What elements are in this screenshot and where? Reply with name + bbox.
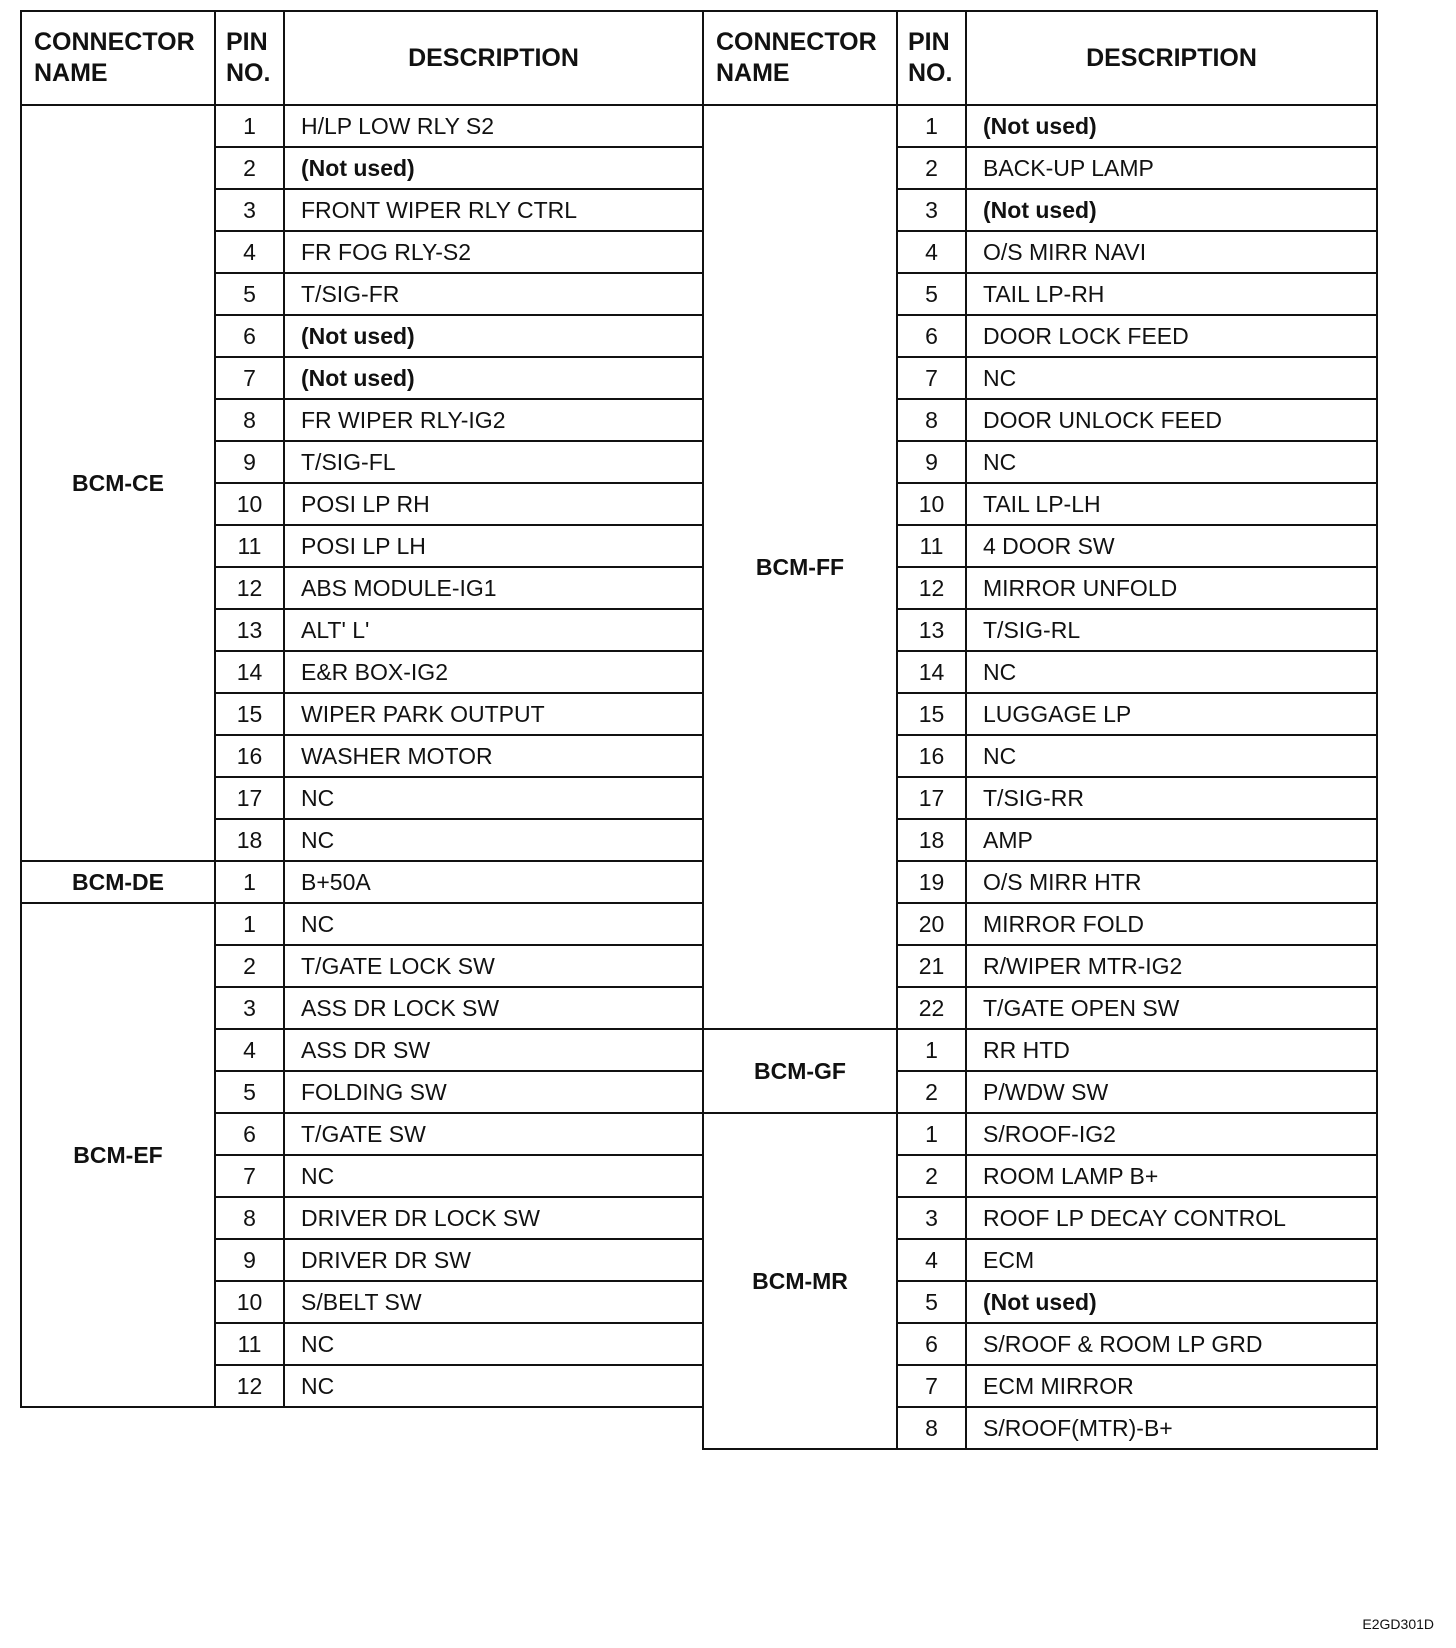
description-cell: (Not used) bbox=[284, 147, 703, 189]
description-cell: T/GATE SW bbox=[284, 1113, 703, 1155]
description-cell: R/WIPER MTR-IG2 bbox=[966, 945, 1377, 987]
description-cell: NC bbox=[284, 903, 703, 945]
pin-number-cell: 2 bbox=[897, 147, 966, 189]
pin-no-header: PIN NO. bbox=[215, 11, 284, 105]
pin-number-cell: 7 bbox=[215, 1155, 284, 1197]
description-cell: (Not used) bbox=[284, 357, 703, 399]
description-cell: DOOR LOCK FEED bbox=[966, 315, 1377, 357]
pin-number-cell: 19 bbox=[897, 861, 966, 903]
connector-name-cell: BCM-FF bbox=[703, 105, 897, 1029]
description-cell: WASHER MOTOR bbox=[284, 735, 703, 777]
table-row bbox=[21, 105, 703, 147]
pin-number-cell: 5 bbox=[215, 273, 284, 315]
description-header: DESCRIPTION bbox=[966, 11, 1377, 105]
pin-number-cell: 3 bbox=[897, 1197, 966, 1239]
pin-number-cell: 9 bbox=[215, 441, 284, 483]
connector-name-cell: BCM-GF bbox=[703, 1029, 897, 1113]
description-cell: NC bbox=[284, 777, 703, 819]
pin-number-cell: 15 bbox=[897, 693, 966, 735]
pin-number-cell: 4 bbox=[897, 1239, 966, 1281]
pin-number-cell: 4 bbox=[215, 231, 284, 273]
pin-number-cell: 6 bbox=[215, 315, 284, 357]
description-cell: AMP bbox=[966, 819, 1377, 861]
pin-number-cell: 8 bbox=[897, 1407, 966, 1449]
pin-number-cell: 3 bbox=[215, 189, 284, 231]
description-cell: ASS DR LOCK SW bbox=[284, 987, 703, 1029]
pin-number-cell: 9 bbox=[215, 1239, 284, 1281]
pin-number-cell: 5 bbox=[897, 273, 966, 315]
pin-number-cell: 17 bbox=[897, 777, 966, 819]
pin-number-cell: 10 bbox=[897, 483, 966, 525]
pin-number-cell: 13 bbox=[215, 609, 284, 651]
connector-name-cell: BCM-CE bbox=[21, 105, 215, 861]
description-cell: DRIVER DR LOCK SW bbox=[284, 1197, 703, 1239]
description-cell: H/LP LOW RLY S2 bbox=[284, 105, 703, 147]
description-cell: (Not used) bbox=[284, 315, 703, 357]
pin-number-cell: 1 bbox=[897, 1029, 966, 1071]
table-row bbox=[703, 105, 1377, 147]
connector-name-cell: BCM-DE bbox=[21, 861, 215, 903]
empty-row bbox=[21, 1407, 703, 1448]
left-header-row bbox=[21, 11, 703, 105]
pin-no-header: PIN NO. bbox=[897, 11, 966, 105]
pin-number-cell: 1 bbox=[215, 861, 284, 903]
pin-number-cell: 13 bbox=[897, 609, 966, 651]
description-cell: POSI LP LH bbox=[284, 525, 703, 567]
empty-cell bbox=[21, 1407, 703, 1448]
description-cell: T/SIG-FR bbox=[284, 273, 703, 315]
pin-number-cell: 16 bbox=[897, 735, 966, 777]
pin-number-cell: 5 bbox=[215, 1071, 284, 1113]
figure-code: E2GD301D bbox=[1362, 1616, 1434, 1632]
pin-number-cell: 4 bbox=[897, 231, 966, 273]
description-cell: S/ROOF-IG2 bbox=[966, 1113, 1377, 1155]
right-pin-table bbox=[702, 10, 1378, 1450]
description-cell: ASS DR SW bbox=[284, 1029, 703, 1071]
pin-number-cell: 14 bbox=[215, 651, 284, 693]
description-cell: WIPER PARK OUTPUT bbox=[284, 693, 703, 735]
pin-number-cell: 11 bbox=[215, 1323, 284, 1365]
right-header-row bbox=[703, 11, 1377, 105]
description-cell: NC bbox=[284, 1323, 703, 1365]
description-cell: DRIVER DR SW bbox=[284, 1239, 703, 1281]
pin-number-cell: 15 bbox=[215, 693, 284, 735]
pin-number-cell: 2 bbox=[215, 147, 284, 189]
pin-number-cell: 1 bbox=[897, 1113, 966, 1155]
pin-number-cell: 4 bbox=[215, 1029, 284, 1071]
pin-number-cell: 6 bbox=[897, 315, 966, 357]
table-row bbox=[703, 1113, 1377, 1155]
description-cell: E&R BOX-IG2 bbox=[284, 651, 703, 693]
description-cell: O/S MIRR NAVI bbox=[966, 231, 1377, 273]
description-cell: S/ROOF(MTR)-B+ bbox=[966, 1407, 1377, 1449]
description-cell: FOLDING SW bbox=[284, 1071, 703, 1113]
description-cell: T/GATE OPEN SW bbox=[966, 987, 1377, 1029]
left-pin-table bbox=[20, 10, 704, 1448]
connector-name-header: CONNECTOR NAME bbox=[703, 11, 897, 105]
pin-number-cell: 1 bbox=[897, 105, 966, 147]
description-cell: T/SIG-RL bbox=[966, 609, 1377, 651]
description-cell: 4 DOOR SW bbox=[966, 525, 1377, 567]
table-row bbox=[703, 1029, 1377, 1071]
description-cell: NC bbox=[284, 819, 703, 861]
description-cell: ROOF LP DECAY CONTROL bbox=[966, 1197, 1377, 1239]
table-row bbox=[21, 903, 703, 945]
description-cell: NC bbox=[966, 735, 1377, 777]
description-cell: POSI LP RH bbox=[284, 483, 703, 525]
pin-number-cell: 8 bbox=[215, 399, 284, 441]
description-cell: (Not used) bbox=[966, 1281, 1377, 1323]
description-cell: FR WIPER RLY-IG2 bbox=[284, 399, 703, 441]
pin-number-cell: 2 bbox=[897, 1155, 966, 1197]
description-cell: T/SIG-FL bbox=[284, 441, 703, 483]
description-cell: DOOR UNLOCK FEED bbox=[966, 399, 1377, 441]
pin-number-cell: 17 bbox=[215, 777, 284, 819]
description-cell: NC bbox=[966, 441, 1377, 483]
description-cell: P/WDW SW bbox=[966, 1071, 1377, 1113]
description-cell: NC bbox=[284, 1365, 703, 1407]
pin-number-cell: 10 bbox=[215, 483, 284, 525]
description-cell: (Not used) bbox=[966, 189, 1377, 231]
description-cell: BACK-UP LAMP bbox=[966, 147, 1377, 189]
connector-name-header: CONNECTOR NAME bbox=[21, 11, 215, 105]
description-cell: ROOM LAMP B+ bbox=[966, 1155, 1377, 1197]
pin-number-cell: 2 bbox=[215, 945, 284, 987]
pin-number-cell: 1 bbox=[215, 105, 284, 147]
pin-number-cell: 6 bbox=[897, 1323, 966, 1365]
description-cell: TAIL LP-RH bbox=[966, 273, 1377, 315]
description-cell: NC bbox=[966, 357, 1377, 399]
description-cell: RR HTD bbox=[966, 1029, 1377, 1071]
pin-number-cell: 7 bbox=[897, 357, 966, 399]
pin-number-cell: 3 bbox=[897, 189, 966, 231]
description-cell: O/S MIRR HTR bbox=[966, 861, 1377, 903]
description-cell: MIRROR FOLD bbox=[966, 903, 1377, 945]
description-cell: T/GATE LOCK SW bbox=[284, 945, 703, 987]
description-header: DESCRIPTION bbox=[284, 11, 703, 105]
pin-number-cell: 7 bbox=[897, 1365, 966, 1407]
pin-number-cell: 12 bbox=[215, 1365, 284, 1407]
connector-name-cell: BCM-MR bbox=[703, 1113, 897, 1449]
pin-number-cell: 12 bbox=[215, 567, 284, 609]
pin-number-cell: 5 bbox=[897, 1281, 966, 1323]
description-cell: FR FOG RLY-S2 bbox=[284, 231, 703, 273]
description-cell: S/ROOF & ROOM LP GRD bbox=[966, 1323, 1377, 1365]
pin-number-cell: 1 bbox=[215, 903, 284, 945]
pin-number-cell: 21 bbox=[897, 945, 966, 987]
pin-number-cell: 10 bbox=[215, 1281, 284, 1323]
description-cell: ECM bbox=[966, 1239, 1377, 1281]
description-cell: TAIL LP-LH bbox=[966, 483, 1377, 525]
pin-number-cell: 11 bbox=[897, 525, 966, 567]
pin-number-cell: 2 bbox=[897, 1071, 966, 1113]
description-cell: NC bbox=[284, 1155, 703, 1197]
pin-number-cell: 8 bbox=[215, 1197, 284, 1239]
description-cell: (Not used) bbox=[966, 105, 1377, 147]
description-cell: MIRROR UNFOLD bbox=[966, 567, 1377, 609]
description-cell: LUGGAGE LP bbox=[966, 693, 1377, 735]
description-cell: ECM MIRROR bbox=[966, 1365, 1377, 1407]
description-cell: B+50A bbox=[284, 861, 703, 903]
pin-number-cell: 14 bbox=[897, 651, 966, 693]
description-cell: FRONT WIPER RLY CTRL bbox=[284, 189, 703, 231]
pin-number-cell: 22 bbox=[897, 987, 966, 1029]
pin-number-cell: 9 bbox=[897, 441, 966, 483]
pin-number-cell: 16 bbox=[215, 735, 284, 777]
pin-number-cell: 3 bbox=[215, 987, 284, 1029]
pin-number-cell: 8 bbox=[897, 399, 966, 441]
pin-number-cell: 12 bbox=[897, 567, 966, 609]
description-cell: T/SIG-RR bbox=[966, 777, 1377, 819]
table-row bbox=[21, 861, 703, 903]
description-cell: S/BELT SW bbox=[284, 1281, 703, 1323]
pin-number-cell: 20 bbox=[897, 903, 966, 945]
description-cell: NC bbox=[966, 651, 1377, 693]
pin-number-cell: 6 bbox=[215, 1113, 284, 1155]
description-cell: ABS MODULE-IG1 bbox=[284, 567, 703, 609]
description-cell: ALT' L' bbox=[284, 609, 703, 651]
pin-number-cell: 18 bbox=[897, 819, 966, 861]
pin-number-cell: 11 bbox=[215, 525, 284, 567]
connector-name-cell: BCM-EF bbox=[21, 903, 215, 1407]
pin-number-cell: 18 bbox=[215, 819, 284, 861]
pin-number-cell: 7 bbox=[215, 357, 284, 399]
